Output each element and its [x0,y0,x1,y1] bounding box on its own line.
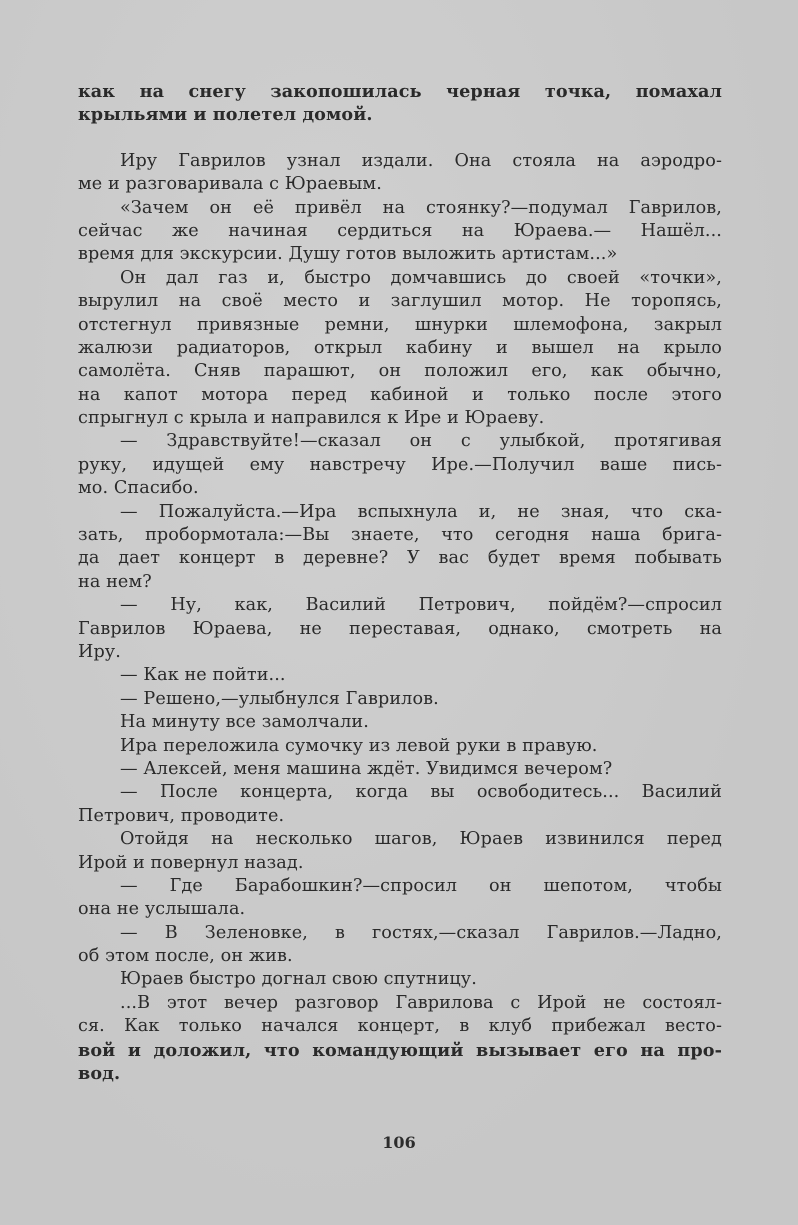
text-line: На минуту все замолчали. [120,712,369,733]
text-line: Ирой и повернул назад. [78,852,304,873]
text-line: — Здравствуйте!—сказал он с улыбкой, протягивая [120,431,722,452]
text-line: Гаврилов Юраева, не переставая, однако, смотреть на [78,618,722,639]
text-line: Он дал газ и, быстро домчавшись до своей «точки», [120,267,722,288]
text-line: вырулил на своё место и заглушил мотор. Не торопясь, [78,291,722,312]
text-line: на нем? [78,571,152,592]
text-line: да дает концерт в деревне? У вас будет время побывать [78,548,722,569]
text-line: ...В этот вечер разговор Гаврилова с Ирой не состоял- [120,992,722,1013]
text-line: — Алексей, меня машина ждёт. Увидимся вечером? [120,758,613,779]
text-line: как на снегу закопошилась черная точка, помахал [78,81,722,102]
text-line: — Как не пойти... [120,665,286,686]
text-line: сейчас же начиная сердиться на Юраева.— Нашёл... [78,220,722,241]
text-line: ме и разговаривала с Юраевым. [78,174,382,195]
text-line: жалюзи радиаторов, открыл кабину и вышел на крыло [78,337,722,358]
text-line: — После концерта, когда вы освободитесь... Василий [120,782,722,803]
text-line: на капот мотора перед кабиной и только после этого [78,384,722,405]
text-line: — Решено,—улыбнулся Гаврилов. [120,688,439,709]
paragraph-gap [78,127,722,150]
text-line: — Ну, как, Василий Петрович, пойдём?—спросил [120,595,722,616]
text-line: Иру. [78,641,121,662]
text-line: Ира переложила сумочку из левой руки в правую. [120,735,598,756]
text-line: Отойдя на несколько шагов, Юраев извинился перед [120,829,722,850]
page-number: 106 [382,1133,416,1152]
text-line: время для экскурсии. Душу готов выложить артистам...» [78,244,618,265]
text-line: спрыгнул с крыла и направился к Ире и Юраеву. [78,408,545,429]
text-line: мо. Спасибо. [78,478,199,499]
text-line: зать, пробормотала:—Вы знаете, что сегодня наша брига- [78,525,722,546]
text-line: ся. Как только начался концерт, в клуб прибежал весто- [78,1016,722,1037]
text-line: она не услышала. [78,899,246,920]
text-line: крыльями и полетел домой. [78,104,373,126]
text-line: — Где Барабошкин?—спросил он шепотом, чтобы [120,875,722,896]
body-text [78,80,722,1085]
text-line: Петрович, проводите. [78,805,285,826]
text-line: об этом после, он жив. [78,946,293,967]
text-line: самолёта. Сняв парашют, он положил его, как обычно, [78,361,722,382]
text-line: — В Зеленовке, в гостях,—сказал Гаврилов.—Ладно, [120,922,722,943]
text-line: отстегнул привязные ремни, шнурки шлемофона, закрыл [78,314,722,335]
text-line: руку, идущей ему навстречу Ире.—Получил ваше пись- [78,454,722,475]
text-line: вод. [78,1063,121,1085]
text-line: вой и доложил, что командующий вызывает его на про- [78,1039,722,1061]
text-line: Иру Гаврилов узнал издали. Она стояла на аэродро- [120,150,722,171]
text-line: — Пожалуйста.—Ира вспыхнула и, не зная, что ска- [120,501,722,522]
text-line: «Зачем он её привёл на стоянку?—подумал Гаврилов, [120,197,722,218]
text-line: Юраев быстро догнал свою спутницу. [120,969,477,990]
